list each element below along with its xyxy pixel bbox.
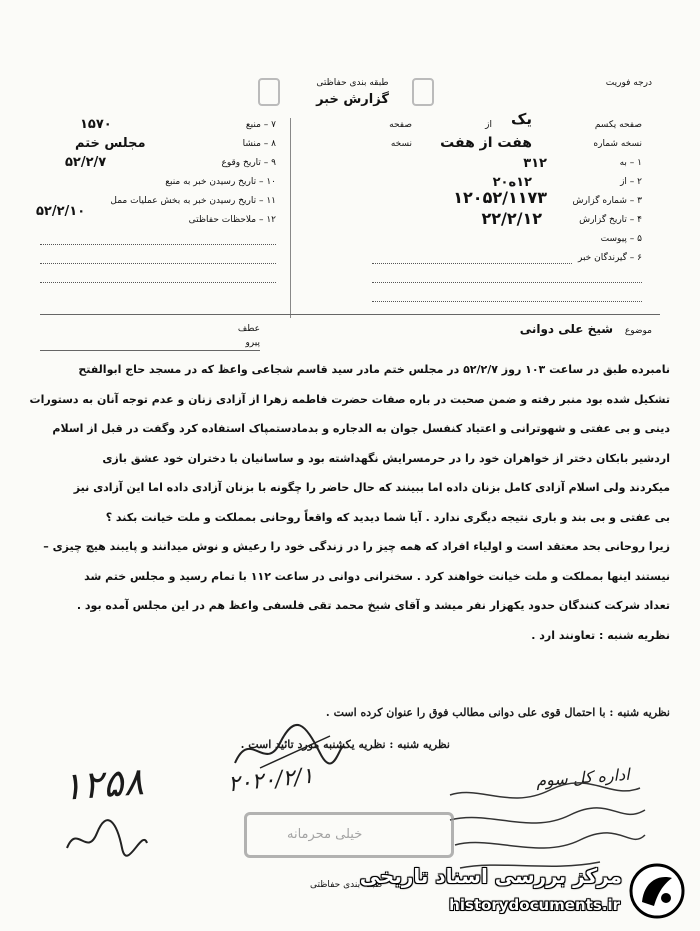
body-line: نظریه شنبه : تعاونند ارد . [531, 628, 670, 642]
classification-label: طبقه بندی حفاظتی [316, 78, 389, 88]
watermark [359, 858, 692, 924]
body-line: زیرا روحانی بحد معتقد است و اولیاء افراد که همه چیز را در زندگی خود را رعیش و نوش میدانند و پایبند هیچ چیزی – [43, 540, 670, 553]
handwritten-date: ۲۰۲۰/۲/۱ [226, 763, 315, 798]
body-line: تشکیل شده بود منبر رفته و ضمن صحبت در باره صفات حضرت فاطمه زهرا از آزادی زنان و عدم توجه آنان به دستورات [30, 392, 670, 406]
secret-stamp [244, 812, 454, 858]
row7-value: ۱۵۷۰ [80, 117, 112, 132]
row8-label: ۸ – منشا [242, 139, 276, 149]
row9-value: ۵۲/۲/۷ [65, 155, 107, 170]
row3-value: ۱۲۰۵۲/۱۱۷۳ [453, 188, 547, 207]
row-6 [372, 251, 642, 270]
row3-label: ۳ – شماره گزارش [572, 196, 642, 206]
archive-logo-icon [628, 862, 686, 920]
dotted-line [40, 244, 276, 245]
copy-label: نسخه شماره [593, 139, 642, 149]
confirmation-note: نظریه شنبه : نظریه یکشنبه مورد تائید است . [240, 738, 450, 751]
body-line: بی عفتی و بی بند و باری نتیجه دیگری ندارد . آیا شما دیدید که واقعاً روحانی بمملکت و ملت خیانت بکند ؟ [105, 510, 670, 524]
row9-label: ۹ – تاریخ وقوع [221, 158, 276, 168]
page-suffix: صفحه [389, 120, 412, 130]
page-of: از [485, 120, 492, 130]
dotted-line [40, 282, 276, 283]
page-handwritten: یک [511, 110, 532, 128]
row12-label: ۱۲ – ملاحظات حفاظتی [188, 215, 276, 225]
row2-value: ۱۲ه۲۰ [492, 175, 532, 190]
row2-label: ۲ – از [620, 177, 642, 187]
row-12 [40, 213, 276, 232]
body-line: نامبرده طبق در ساعت ۱۰۳ روز ۵۲/۲/۷ در مجلس ختم مادر سید قاسم شجاعی واعظ که در مسجد حاج ابوالفتح [78, 363, 670, 376]
row-9 [40, 156, 276, 175]
row-1 [372, 156, 642, 175]
row1-label: ۱ – به [619, 158, 642, 168]
atf-label: عطف [237, 324, 260, 334]
cross-ref-divider [40, 350, 260, 351]
footer-classification: طبقه بندی حفاظتی [310, 880, 383, 890]
dotted-line [372, 301, 642, 302]
section-divider [40, 314, 660, 315]
analysis-note: نظریه شنبه : با احتمال قوی علی دوانی مطالب فوق را عنوان کرده است . [325, 706, 670, 719]
body-line: میکردند ولی اسلام آزادی کامل بزنان داده اما ببینند که حال حاضر را چگونه با بزنان آزادی داده اما این آزادی نیز [73, 481, 670, 494]
row-11 [36, 194, 276, 219]
row4-value: ۲۲/۲/۱۲ [481, 209, 542, 228]
handwritten-reference: اداره کل سوم [535, 764, 631, 791]
page-label: صفحه یکسم [594, 120, 642, 130]
handwritten-number: ۱۲۵۸ [60, 759, 146, 809]
row6-label: ۶ – گیرندگان خبر [577, 253, 642, 263]
signature-scribble [62, 818, 152, 868]
row5-label: ۵ – پیوست [600, 234, 642, 244]
form-left [36, 117, 276, 289]
report-body [30, 355, 670, 650]
dotted-line [372, 282, 642, 283]
row11-value: ۵۲/۲/۱۰ [36, 204, 86, 219]
copy-handwritten: هفت از هفت [440, 135, 532, 151]
subject-label: موضوع [624, 326, 652, 336]
form-divider [290, 118, 291, 318]
row-10 [40, 175, 276, 194]
report-title: گزارش خبر [316, 92, 389, 107]
row-5 [372, 232, 642, 251]
watermark-title: مرکز بررسی اسناد تاریخی [359, 864, 622, 888]
row11-label: ۱۱ – تاریخ رسیدن خبر به بخش عملیات ممل [110, 196, 276, 206]
cross-reference [40, 322, 260, 350]
subject-value: شیخ علی دوانی [519, 322, 614, 336]
row-8 [40, 137, 276, 156]
stamp-text: خیلی محرمانه [287, 827, 363, 842]
dotted-line [40, 263, 276, 264]
body-line: نیستند اینها بمملکت و ملت خیانت خواهند کرد . سخنرانی دوانی در ساعت ۱۱۲ با تمام رسید و مجلس ختم شد [84, 569, 670, 583]
row-4 [372, 209, 642, 232]
row1-value: ۳۱۲ [523, 156, 547, 171]
body-line: تعداد شرکت کنندگان حدود یکهزار نفر میشد و آقای شیخ محمد تقی فلسفی واعظ هم در این مجلس آمده بود . [76, 599, 670, 612]
body-line: اردشیر بابکان دختر از خواهران خود را در حرمسرایش نگهداشته بود و ساسانیان با دختران خود عشق بازی [102, 451, 670, 465]
row8-value: مجلس ختم [75, 136, 146, 151]
copy-suffix: نسخه [390, 139, 412, 149]
recipients-line [372, 289, 642, 308]
watermark-url: historydocuments.ir [449, 896, 620, 914]
body-line: دینی و بی عفتی و شهوترانی و اعتیاد کنفسل جوان به الدجاره و بدمادستمپاک استفاده کرد وگفت در قبل از اسلام [52, 422, 670, 435]
copy-row [372, 137, 642, 156]
notes-line [40, 251, 276, 270]
subject-line [520, 322, 652, 336]
notes-line [40, 232, 276, 251]
signature-scribble [230, 718, 350, 778]
form-right [372, 110, 642, 308]
row4-label: ۴ – تاریخ گزارش [579, 215, 642, 225]
recipients-line [372, 270, 642, 289]
row-7 [40, 118, 276, 137]
report-header [270, 78, 435, 120]
dotted-line [372, 263, 572, 264]
row7-label: ۷ – منبع [245, 120, 276, 130]
row10-label: ۱۰ – تاریخ رسیدن خبر به منبع [165, 177, 276, 187]
priority-label: درجه فوریت [605, 78, 652, 88]
peiro-label: پیرو [245, 338, 260, 348]
notes-line [40, 270, 276, 289]
